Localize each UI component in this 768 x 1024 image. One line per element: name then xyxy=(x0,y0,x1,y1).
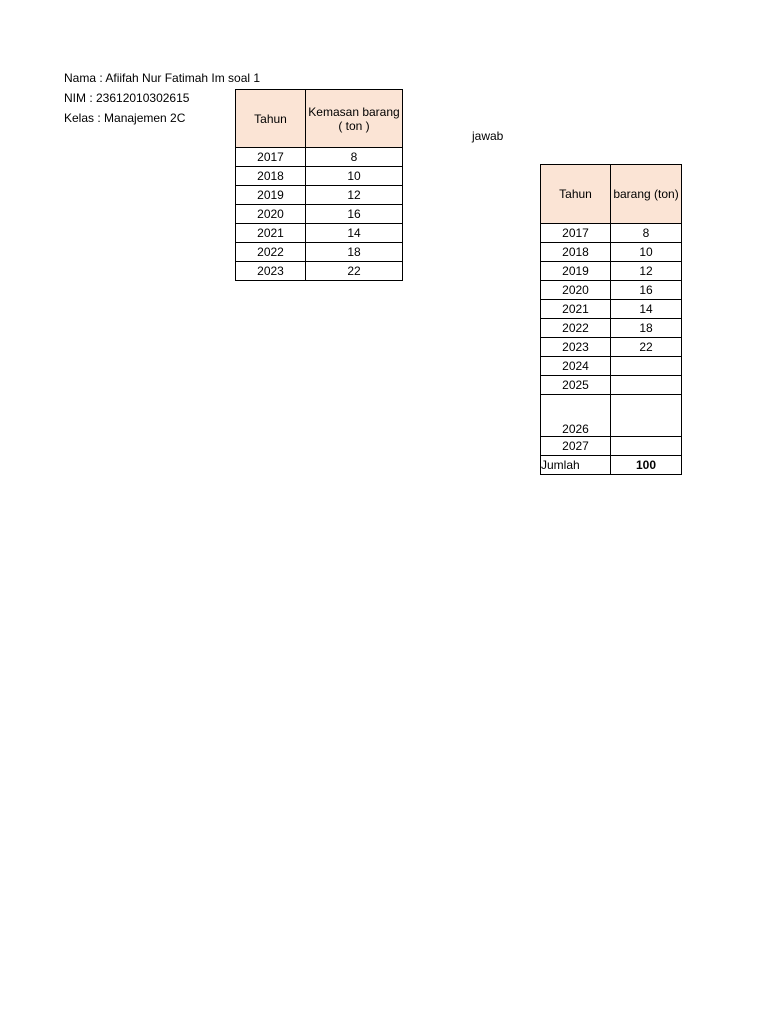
value-cell: 10 xyxy=(306,167,403,186)
value-cell: 8 xyxy=(306,148,403,167)
table-row xyxy=(236,148,403,167)
year-cell: 2018 xyxy=(236,167,306,186)
value-cell: 14 xyxy=(611,300,682,319)
year-cell: 2026 xyxy=(541,395,611,437)
table-row xyxy=(541,338,682,357)
year-cell: 2020 xyxy=(236,205,306,224)
header-barang: barang (ton) xyxy=(611,165,682,224)
table-row xyxy=(236,224,403,243)
value-cell xyxy=(611,357,682,376)
year-cell: 2020 xyxy=(541,281,611,300)
value-cell: 22 xyxy=(611,338,682,357)
question-table xyxy=(235,89,403,281)
table-row xyxy=(236,205,403,224)
year-cell: 2018 xyxy=(541,243,611,262)
year-cell: 2021 xyxy=(236,224,306,243)
value-cell xyxy=(611,376,682,395)
table-row xyxy=(541,376,682,395)
table-row xyxy=(236,167,403,186)
table-row xyxy=(541,243,682,262)
year-cell: 2017 xyxy=(236,148,306,167)
table-row xyxy=(541,300,682,319)
answer-table xyxy=(540,164,682,475)
header-kemasan-barang: Kemasan barang ( ton ) xyxy=(306,90,403,148)
header-tahun: Tahun xyxy=(236,90,306,148)
year-cell: 2025 xyxy=(541,376,611,395)
table-row xyxy=(541,357,682,376)
total-label: Jumlah xyxy=(541,456,611,475)
total-row xyxy=(541,456,682,475)
header-tahun: Tahun xyxy=(541,165,611,224)
table-header-row xyxy=(541,165,682,224)
table-row xyxy=(541,437,682,456)
year-cell: 2027 xyxy=(541,437,611,456)
value-cell: 16 xyxy=(306,205,403,224)
table-row xyxy=(236,186,403,205)
value-cell: 18 xyxy=(611,319,682,338)
student-name: Nama : Afiifah Nur Fatimah Im soal 1 xyxy=(64,71,261,85)
value-cell: 16 xyxy=(611,281,682,300)
value-cell: 22 xyxy=(306,262,403,281)
year-cell: 2019 xyxy=(541,262,611,281)
value-cell: 8 xyxy=(611,224,682,243)
total-value: 100 xyxy=(611,456,682,475)
value-cell: 18 xyxy=(306,243,403,262)
year-cell: 2023 xyxy=(236,262,306,281)
table-row xyxy=(541,281,682,300)
table-row xyxy=(541,262,682,281)
year-cell: 2022 xyxy=(541,319,611,338)
table-row xyxy=(541,319,682,338)
answer-label: jawab xyxy=(472,129,504,143)
value-cell: 12 xyxy=(611,262,682,281)
year-cell: 2017 xyxy=(541,224,611,243)
student-class: Kelas : Manajemen 2C xyxy=(64,111,186,125)
table-row xyxy=(236,243,403,262)
year-cell: 2024 xyxy=(541,357,611,376)
year-cell: 2021 xyxy=(541,300,611,319)
value-cell: 12 xyxy=(306,186,403,205)
year-cell: 2019 xyxy=(236,186,306,205)
table-row xyxy=(236,262,403,281)
year-cell: 2023 xyxy=(541,338,611,357)
value-cell: 10 xyxy=(611,243,682,262)
value-cell xyxy=(611,395,682,437)
year-cell: 2022 xyxy=(236,243,306,262)
table-header-row xyxy=(236,90,403,148)
value-cell: 14 xyxy=(306,224,403,243)
value-cell xyxy=(611,437,682,456)
table-row xyxy=(541,395,682,437)
student-nim: NIM : 23612010302615 xyxy=(64,91,190,105)
table-row xyxy=(541,224,682,243)
